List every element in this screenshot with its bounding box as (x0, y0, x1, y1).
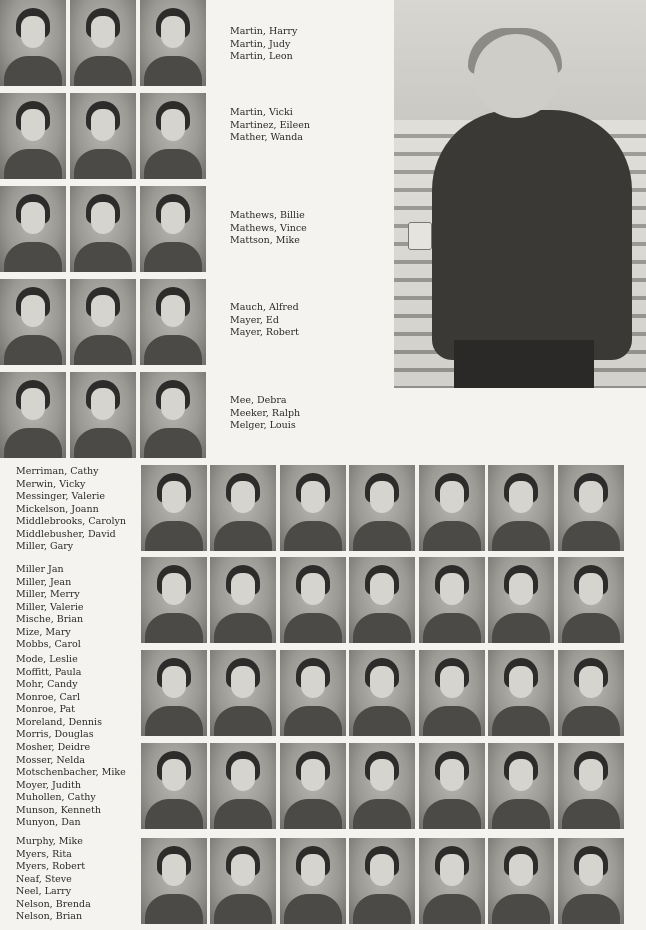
student-name: Mize, Mary (16, 626, 71, 638)
student-name: Merwin, Vicky (16, 478, 86, 490)
student-name: Merriman, Cathy (16, 466, 99, 477)
student-name: Middlebusher, David (16, 528, 116, 540)
student-name: Moreland, Dennis (16, 716, 102, 728)
name-list (230, 210, 307, 248)
portrait (558, 743, 624, 829)
student-name: Mather, Wanda (230, 132, 303, 143)
name-list (230, 395, 300, 433)
student-name: Murphy, Mike (16, 836, 83, 847)
student-name: Mosher, Deidre (16, 742, 91, 753)
student-name: Martin, Leon (230, 51, 293, 62)
student-name: Mosser, Nelda (16, 754, 86, 766)
student-name: Mathews, Vince (230, 222, 307, 234)
portrait (488, 650, 554, 736)
student-name: Miller, Merry (16, 589, 80, 600)
student-name: Martinez, Eileen (230, 119, 310, 131)
portrait (419, 650, 485, 736)
portrait (349, 557, 415, 643)
portrait (280, 557, 346, 643)
portrait (0, 0, 66, 86)
student-name: Monroe, Pat (16, 704, 75, 715)
feature-photo (394, 0, 646, 388)
student-name: Muhollen, Cathy (16, 792, 96, 803)
name-list (16, 654, 102, 742)
portrait (141, 838, 207, 924)
student-name: Moffitt, Paula (16, 666, 82, 678)
portrait (140, 0, 206, 86)
name-list (16, 836, 91, 924)
portrait (210, 743, 276, 829)
portrait (488, 557, 554, 643)
student-name: Miller, Gary (16, 541, 74, 552)
student-name: Melger, Louis (230, 420, 296, 431)
student-name: Nelson, Brenda (16, 898, 91, 910)
portrait (0, 372, 66, 458)
student-name: Motschenbacher, Mike (16, 767, 126, 778)
student-name: Mathews, Billie (230, 210, 305, 221)
student-name: Martin, Vicki (230, 107, 293, 118)
portrait (70, 186, 136, 272)
portrait (210, 650, 276, 736)
student-name: Myers, Rita (16, 848, 72, 860)
portrait (70, 0, 136, 86)
name-list (230, 26, 297, 64)
student-name: Mobbs, Carol (16, 639, 81, 650)
portrait (488, 838, 554, 924)
student-name: Martin, Judy (230, 38, 291, 50)
portrait (280, 838, 346, 924)
portrait (210, 465, 276, 551)
portrait (558, 557, 624, 643)
student-name: Miller, Valerie (16, 601, 84, 613)
student-name: Mohr, Candy (16, 679, 78, 690)
student-name: Middlebrooks, Carolyn (16, 516, 127, 527)
portrait (488, 465, 554, 551)
student-name: Mee, Debra (230, 395, 287, 406)
student-name: Neaf, Steve (16, 873, 72, 885)
student-name: Mickelson, Joann (16, 503, 99, 515)
portrait (141, 743, 207, 829)
portrait (0, 186, 66, 272)
portrait (140, 372, 206, 458)
name-list (16, 466, 126, 554)
portrait (558, 465, 624, 551)
student-name: Monroe, Carl (16, 691, 80, 703)
student-name: Miller, Jean (16, 576, 72, 588)
student-name: Mayer, Robert (230, 327, 299, 338)
portrait (70, 93, 136, 179)
portrait (419, 743, 485, 829)
student-name: Munson, Kenneth (16, 804, 101, 816)
portrait (140, 279, 206, 365)
name-list (230, 302, 299, 340)
portrait (141, 650, 207, 736)
portrait (558, 650, 624, 736)
portrait (280, 650, 346, 736)
portrait (280, 465, 346, 551)
student-name: Neel, Larry (16, 886, 72, 897)
student-name: Mattson, Mike (230, 235, 300, 246)
student-name: Martin, Harry (230, 26, 298, 37)
name-list (230, 107, 310, 145)
portrait (419, 557, 485, 643)
name-list (16, 742, 126, 830)
student-name: Meeker, Ralph (230, 407, 301, 419)
student-name: Mode, Leslie (16, 654, 78, 665)
portrait (419, 465, 485, 551)
portrait (70, 372, 136, 458)
portrait (349, 465, 415, 551)
portrait (419, 838, 485, 924)
portrait (210, 838, 276, 924)
student-name: Munyon, Dan (16, 817, 81, 828)
student-name: Mische, Brian (16, 614, 84, 625)
student-name: Moyer, Judith (16, 779, 81, 791)
portrait (558, 838, 624, 924)
student-name: Mayer, Ed (230, 314, 279, 326)
student-name: Mauch, Alfred (230, 302, 299, 313)
portrait (349, 650, 415, 736)
student-name: Myers, Robert (16, 861, 86, 872)
student-name: Messinger, Valerie (16, 491, 106, 502)
name-list (16, 564, 84, 652)
portrait (141, 557, 207, 643)
portrait (140, 93, 206, 179)
portrait (210, 557, 276, 643)
portrait (0, 93, 66, 179)
portrait (280, 743, 346, 829)
portrait (140, 186, 206, 272)
portrait (70, 279, 136, 365)
portrait (349, 838, 415, 924)
portrait (141, 465, 207, 551)
student-name: Morris, Douglas (16, 729, 94, 740)
portrait (349, 743, 415, 829)
portrait (0, 279, 66, 365)
portrait (488, 743, 554, 829)
student-name: Miller Jan (16, 564, 64, 575)
student-name: Nelson, Brian (16, 911, 83, 922)
